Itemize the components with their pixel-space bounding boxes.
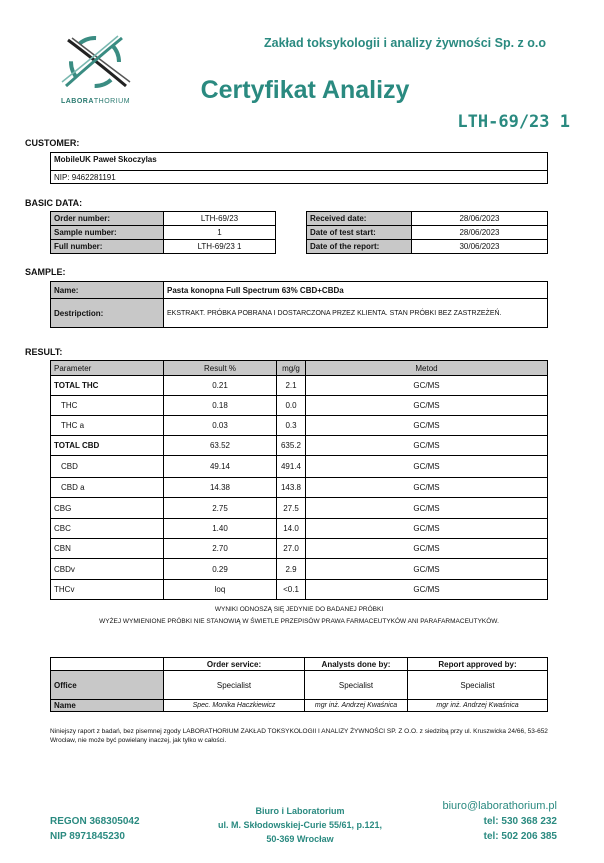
sample-number-value: 1 <box>164 226 276 240</box>
result-body <box>51 376 548 600</box>
empty-cell <box>51 658 164 671</box>
result-mg: 635.2 <box>277 436 306 456</box>
result-method: GC/MS <box>306 416 548 436</box>
header-parameter: Parameter <box>51 361 164 376</box>
customer-box <box>50 152 548 184</box>
result-percent: 1.40 <box>164 519 277 539</box>
result-mg: 2.9 <box>277 559 306 580</box>
name-label: Name <box>51 700 164 712</box>
result-percent: 49.14 <box>164 456 277 478</box>
sample-description-label: Destripction: <box>51 299 164 328</box>
sample-name-label: Name: <box>51 282 164 299</box>
result-method: GC/MS <box>306 498 548 519</box>
results-note-2: WYŻEJ WYMIENIONE PRÓBKI NIE STANOWIĄ W ŚWIETLE PRZEPISÓW PRAWA FARMACEUTYKÓW ANI PARAFARMACEUTYKÓW. <box>99 618 499 625</box>
result-row <box>51 580 548 600</box>
table-row <box>51 658 548 671</box>
result-method: GC/MS <box>306 396 548 416</box>
certificate-number: LTH-69/23 1 <box>457 112 570 132</box>
received-date-label: Received date: <box>307 212 412 226</box>
result-row <box>51 559 548 580</box>
basic-data-right-table <box>306 211 548 254</box>
sample-description-value: EKSTRAKT. PRÓBKA POBRANA I DOSTARCZONA PRZEZ KLIENTA. STAN PRÓBKI BEZ ZASTRZEŻEŃ. <box>164 299 548 328</box>
result-percent: 0.29 <box>164 559 277 580</box>
result-method: GC/MS <box>306 519 548 539</box>
result-percent: 2.75 <box>164 498 277 519</box>
result-section-label: RESULT: <box>25 347 63 357</box>
result-mg: <0.1 <box>277 580 306 600</box>
office-value: Specialist <box>305 671 408 700</box>
result-mg: 2.1 <box>277 376 306 396</box>
page-title: Certyfikat Analizy <box>200 76 410 104</box>
result-method: GC/MS <box>306 539 548 559</box>
header-method: Metod <box>306 361 548 376</box>
office-label: Office <box>51 671 164 700</box>
result-mg: 14.0 <box>277 519 306 539</box>
header-result: Result % <box>164 361 277 376</box>
signer-name: Spec. Monika Haczkiewicz <box>164 700 305 712</box>
received-date-value: 28/06/2023 <box>412 212 548 226</box>
result-parameter: CBDv <box>51 559 164 580</box>
report-date-label: Date of the report: <box>307 240 412 254</box>
test-start-value: 28/06/2023 <box>412 226 548 240</box>
result-mg: 27.5 <box>277 498 306 519</box>
footer-regon: REGON 368305042 <box>50 816 140 827</box>
table-row <box>51 700 548 712</box>
result-percent: 2.70 <box>164 539 277 559</box>
result-method: GC/MS <box>306 376 548 396</box>
result-mg: 143.8 <box>277 478 306 498</box>
company-logo <box>48 30 143 110</box>
result-row <box>51 396 548 416</box>
result-table <box>50 360 548 600</box>
result-method: GC/MS <box>306 580 548 600</box>
result-parameter: THC <box>51 396 164 416</box>
table-row <box>51 226 276 240</box>
result-percent: 0.21 <box>164 376 277 396</box>
footer-office-line-2: ul. M. Skłodowskiej-Curie 55/61, p.121, <box>217 820 383 830</box>
footer-nip: NIP 8971845230 <box>50 831 125 842</box>
order-number-label: Order number: <box>51 212 164 226</box>
order-number-value: LTH-69/23 <box>164 212 276 226</box>
result-parameter: TOTAL THC <box>51 376 164 396</box>
footer-tel-2: tel: 502 206 385 <box>483 831 557 842</box>
result-percent: 14.38 <box>164 478 277 498</box>
footer-tel-1: tel: 530 368 232 <box>483 816 557 827</box>
analysts-header: Analysts done by: <box>305 658 408 671</box>
customer-nip: NIP: 9462281191 <box>54 173 116 182</box>
office-value: Specialist <box>164 671 305 700</box>
result-row <box>51 478 548 498</box>
table-row <box>307 240 548 254</box>
result-percent: 63.52 <box>164 436 277 456</box>
result-row <box>51 519 548 539</box>
approved-header: Report approved by: <box>408 658 548 671</box>
sample-section-label: SAMPLE: <box>25 267 66 277</box>
table-row <box>307 226 548 240</box>
result-row <box>51 376 548 396</box>
test-start-label: Date of test start: <box>307 226 412 240</box>
result-row <box>51 416 548 436</box>
basic-data-section-label: BASIC DATA: <box>25 198 83 208</box>
result-parameter: CBG <box>51 498 164 519</box>
full-number-value: LTH-69/23 1 <box>164 240 276 254</box>
sample-number-label: Sample number: <box>51 226 164 240</box>
result-method: GC/MS <box>306 478 548 498</box>
disclaimer: Niniejszy raport z badań, bez pisemnej zgody LABORATHORIUM ZAKŁAD TOKSYKOLOGII I ANALIZY ŻYWNOŚCI SP. Z O.O. z siedzibą przy ul. Kruszwicka 24/66, 53-652 Wrocław, nie może być powielany inaczej, jak tylko w całości. <box>50 728 548 744</box>
result-parameter: CBD <box>51 456 164 478</box>
order-service-header: Order service: <box>164 658 305 671</box>
table-row <box>307 212 548 226</box>
result-parameter: THCv <box>51 580 164 600</box>
logo-text: LABORATHORIUM <box>60 98 131 105</box>
report-date-value: 30/06/2023 <box>412 240 548 254</box>
result-row <box>51 436 548 456</box>
full-number-label: Full number: <box>51 240 164 254</box>
company-name: Zakład toksykologii i analizy żywności Sp. z o.o <box>263 36 546 50</box>
result-mg: 491.4 <box>277 456 306 478</box>
table-row <box>51 671 548 700</box>
signer-name: mgr inż. Andrzej Kwaśnica <box>305 700 408 712</box>
result-method: GC/MS <box>306 456 548 478</box>
footer-office-line-3: 50-369 Wrocław <box>266 834 334 844</box>
customer-name: MobileUK Paweł Skoczylas <box>51 153 547 171</box>
table-row <box>51 299 548 328</box>
result-row <box>51 539 548 559</box>
result-header-row <box>51 361 548 376</box>
footer-office-line-1: Biuro i Laboratorium <box>255 806 345 816</box>
signature-table <box>50 657 548 712</box>
result-mg: 0.3 <box>277 416 306 436</box>
result-percent: 0.18 <box>164 396 277 416</box>
table-row <box>51 240 276 254</box>
result-parameter: CBD a <box>51 478 164 498</box>
result-mg: 27.0 <box>277 539 306 559</box>
result-mg: 0.0 <box>277 396 306 416</box>
header-mg: mg/g <box>277 361 306 376</box>
table-row <box>51 212 276 226</box>
basic-data-left-table <box>50 211 276 254</box>
results-note-1: WYNIKI ODNOSZĄ SIĘ JEDYNIE DO BADANEJ PRÓBKI <box>214 606 384 613</box>
result-row <box>51 456 548 478</box>
result-method: GC/MS <box>306 436 548 456</box>
sample-name-value: Pasta konopna Full Spectrum 63% CBD+CBDa <box>164 282 548 299</box>
result-percent: loq <box>164 580 277 600</box>
logo-mark-icon <box>48 30 143 96</box>
result-row <box>51 498 548 519</box>
result-percent: 0.03 <box>164 416 277 436</box>
result-method: GC/MS <box>306 559 548 580</box>
sample-table <box>50 281 548 328</box>
result-parameter: THC a <box>51 416 164 436</box>
signer-name: mgr inż. Andrzej Kwaśnica <box>408 700 548 712</box>
customer-section-label: CUSTOMER: <box>25 138 80 148</box>
result-parameter: TOTAL CBD <box>51 436 164 456</box>
office-value: Specialist <box>408 671 548 700</box>
result-parameter: CBC <box>51 519 164 539</box>
footer-email[interactable]: biuro@laborathorium.pl <box>442 800 557 812</box>
result-parameter: CBN <box>51 539 164 559</box>
table-row <box>51 282 548 299</box>
